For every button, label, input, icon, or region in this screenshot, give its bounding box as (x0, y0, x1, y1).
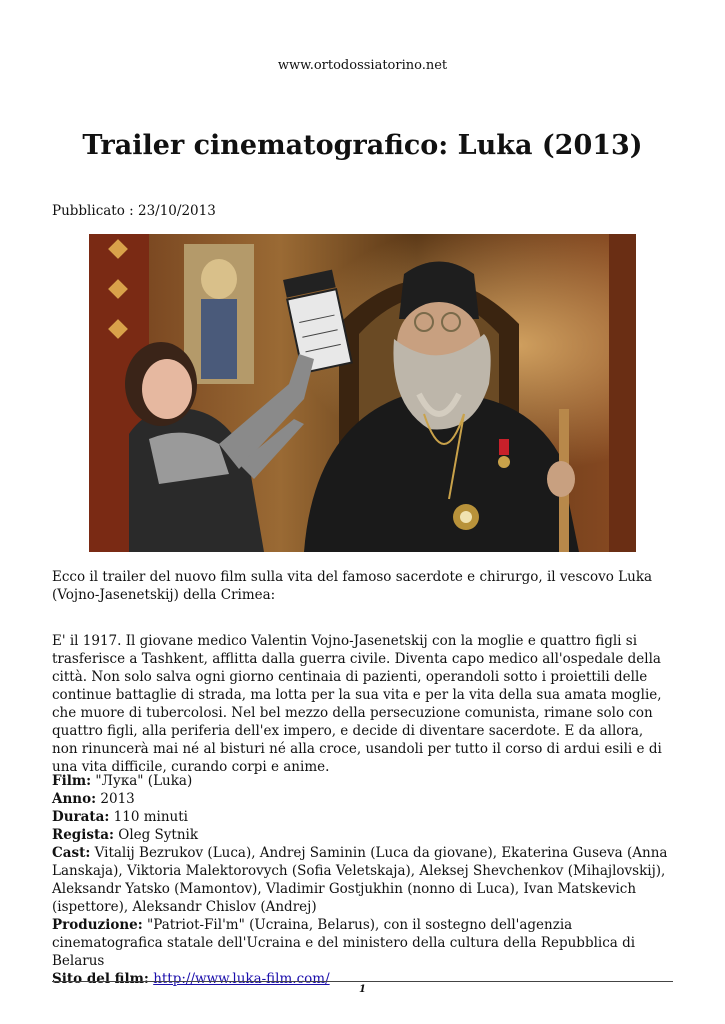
detail-value: Oleg Sytnik (118, 827, 199, 843)
detail-value: "Лука" (Luka) (95, 773, 193, 789)
detail-label: Cast: (52, 845, 91, 861)
page-number: 1 (359, 984, 366, 995)
detail-film (52, 772, 676, 790)
site-url: www.ortodossiatorino.net (277, 58, 448, 73)
page-title: Trailer cinematografico: Luka (2013) (82, 130, 643, 161)
detail-director (52, 826, 676, 844)
synopsis-paragraph: E' il 1917. Il giovane medico Valentin Vojno-Jasenetskij con la moglie e quattro figli si trasferisce a Tashkent, afflitta dalla guerra civile. Diventa capo medico all'ospedale della città. Non solo salva ogni giorno centinaia di pazienti, operandoli sotto i proiettili delle continue battaglie di strada, ma lotta per la sua vita e per la vita della sua amata moglie, che muore di tubercolosi. Nel bel mezzo della persecuzione comunista, rimane solo con quattro figli, alla periferia dell'ex impero, e decide di diventare sacerdote. E da allora, non rinuncerà mai né al bisturi né alla croce, usandoli per tutto il corso di ardui esili e di una vita difficile, curando corpi e anime. (52, 633, 662, 775)
detail-value: "Patriot-Fil'm" (Ucraina, Belarus), con il sostegno dell'agenzia cinematografica statale dell'Ucraina e del ministero della cultura della Repubblica di Belarus (52, 917, 636, 969)
footer-divider (52, 981, 673, 982)
detail-value: Vitalij Bezrukov (Luca), Andrej Saminin (Luca da giovane), Ekaterina Guseva (Anna Lanskaja), Viktoria Malektorovych (Sofia Veletskaja), Aleksej Shevchenkov (Mihajlovskij), Aleksandr Yatsko (Mamontov), Vladimir Gostjukhin (nonno di Luca), Ivan Matskevich (ispettore), Aleksandr Chislov (Andrej) (52, 845, 668, 915)
detail-label: Film: (52, 773, 92, 789)
detail-duration (52, 808, 676, 826)
detail-value: 2013 (100, 791, 135, 807)
detail-label: Durata: (52, 809, 110, 825)
film-details (52, 772, 676, 988)
film-site-link[interactable]: http://www.luka-film.com/ (153, 971, 330, 987)
detail-year (52, 790, 676, 808)
detail-label: Produzione: (52, 917, 143, 933)
detail-label: Anno: (52, 791, 97, 807)
detail-production (52, 916, 676, 970)
intro-paragraph: Ecco il trailer del nuovo film sulla vita del famoso sacerdote e chirurgo, il vescovo Luka (Vojno-Jasenetskij) della Crimea: (52, 569, 653, 603)
film-still-photo (89, 234, 636, 552)
detail-cast (52, 844, 676, 916)
detail-label: Sito del film: (52, 971, 149, 987)
detail-label: Regista: (52, 827, 114, 843)
published-date: Pubblicato : 23/10/2013 (52, 203, 216, 219)
detail-value: 110 minuti (113, 809, 188, 825)
